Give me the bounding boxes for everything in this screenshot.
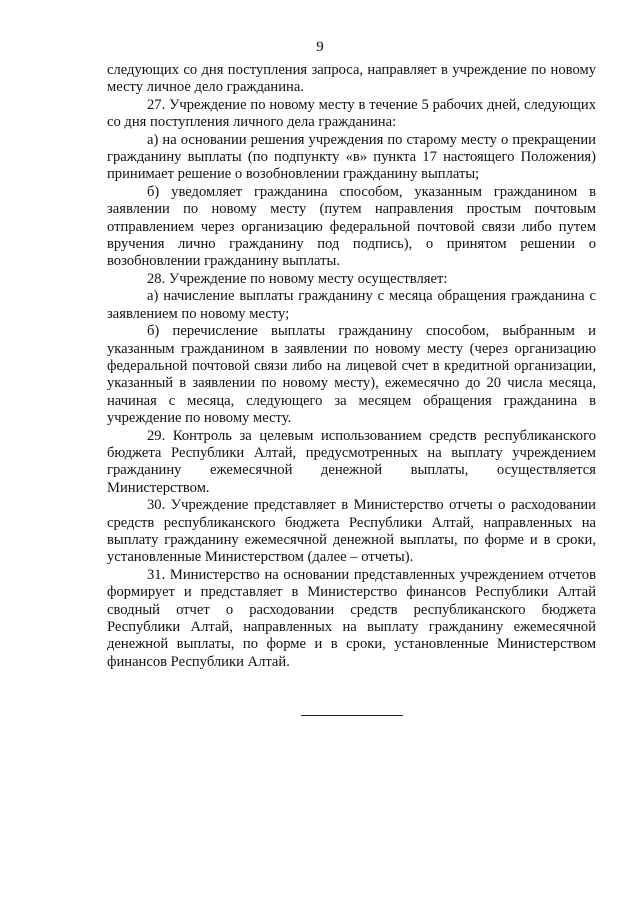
document-body [107, 62, 596, 671]
paragraph-28-b: б) перечисление выплаты гражданину способом, выбранным и указанным гражданином в заявлении по новому месту (через организацию федеральной почтовой связи либо на лицевой счет в кредитной организации, указанный в заявлении по новому месту), ежемесячно до 20 числа месяца, начиная с месяца, следующего за месяцем обращения гражданина в учреждение по новому месту. [107, 323, 596, 427]
paragraph-27: 27. Учреждение по новому месту в течение 5 рабочих дней, следующих со дня поступления личного дела гражданина: [107, 96, 596, 131]
paragraph-29: 29. Контроль за целевым использованием средств республиканского бюджета Республики Алтай, предусмотренных на выплату учреждением гражданину ежемесячной денежной выплаты, осуществляется Министерством. [107, 427, 596, 496]
paragraph-27-b: б) уведомляет гражданина способом, указанным гражданином в заявлении по новому месту (путем направления простым почтовым отправлением через организацию федеральной почтовой связи либо путем вручения лично гражданину под подпись), о принятом решении о возобновлении гражданину выплаты. [107, 183, 596, 270]
page-number: 9 [316, 39, 324, 55]
paragraph-30: 30. Учреждение представляет в Министерство отчеты о расходовании средств республиканского бюджета Республики Алтай, направленных на выплату гражданину ежемесячной денежной выплаты, по форме и в сроки, установленные Министерством (далее – отчеты). [107, 497, 596, 566]
paragraph-27-a: а) на основании решения учреждения по старому месту о прекращении гражданину выплаты (по подпункту «в» пункта 17 настоящего Положения) принимает решение о возобновлении гражданину выплаты; [107, 131, 596, 183]
end-divider [301, 715, 403, 716]
paragraph-continuation: следующих со дня поступления запроса, направляет в учреждение по новому месту личное дело гражданина. [107, 62, 596, 96]
paragraph-31: 31. Министерство на основании представленных учреждением отчетов формирует и представляет в Министерство финансов Республики Алтай сводный отчет о расходовании средств республиканского бюджета Республики Алтай, направленных на выплату гражданину ежемесячной денежной выплаты, по форме и в сроки, установленные Министерством финансов Республики Алтай. [107, 566, 596, 670]
paragraph-28-a: а) начисление выплаты гражданину с месяца обращения гражданина с заявлением по новому месту; [107, 288, 596, 322]
paragraph-28: 28. Учреждение по новому месту осуществляет: [147, 270, 448, 287]
